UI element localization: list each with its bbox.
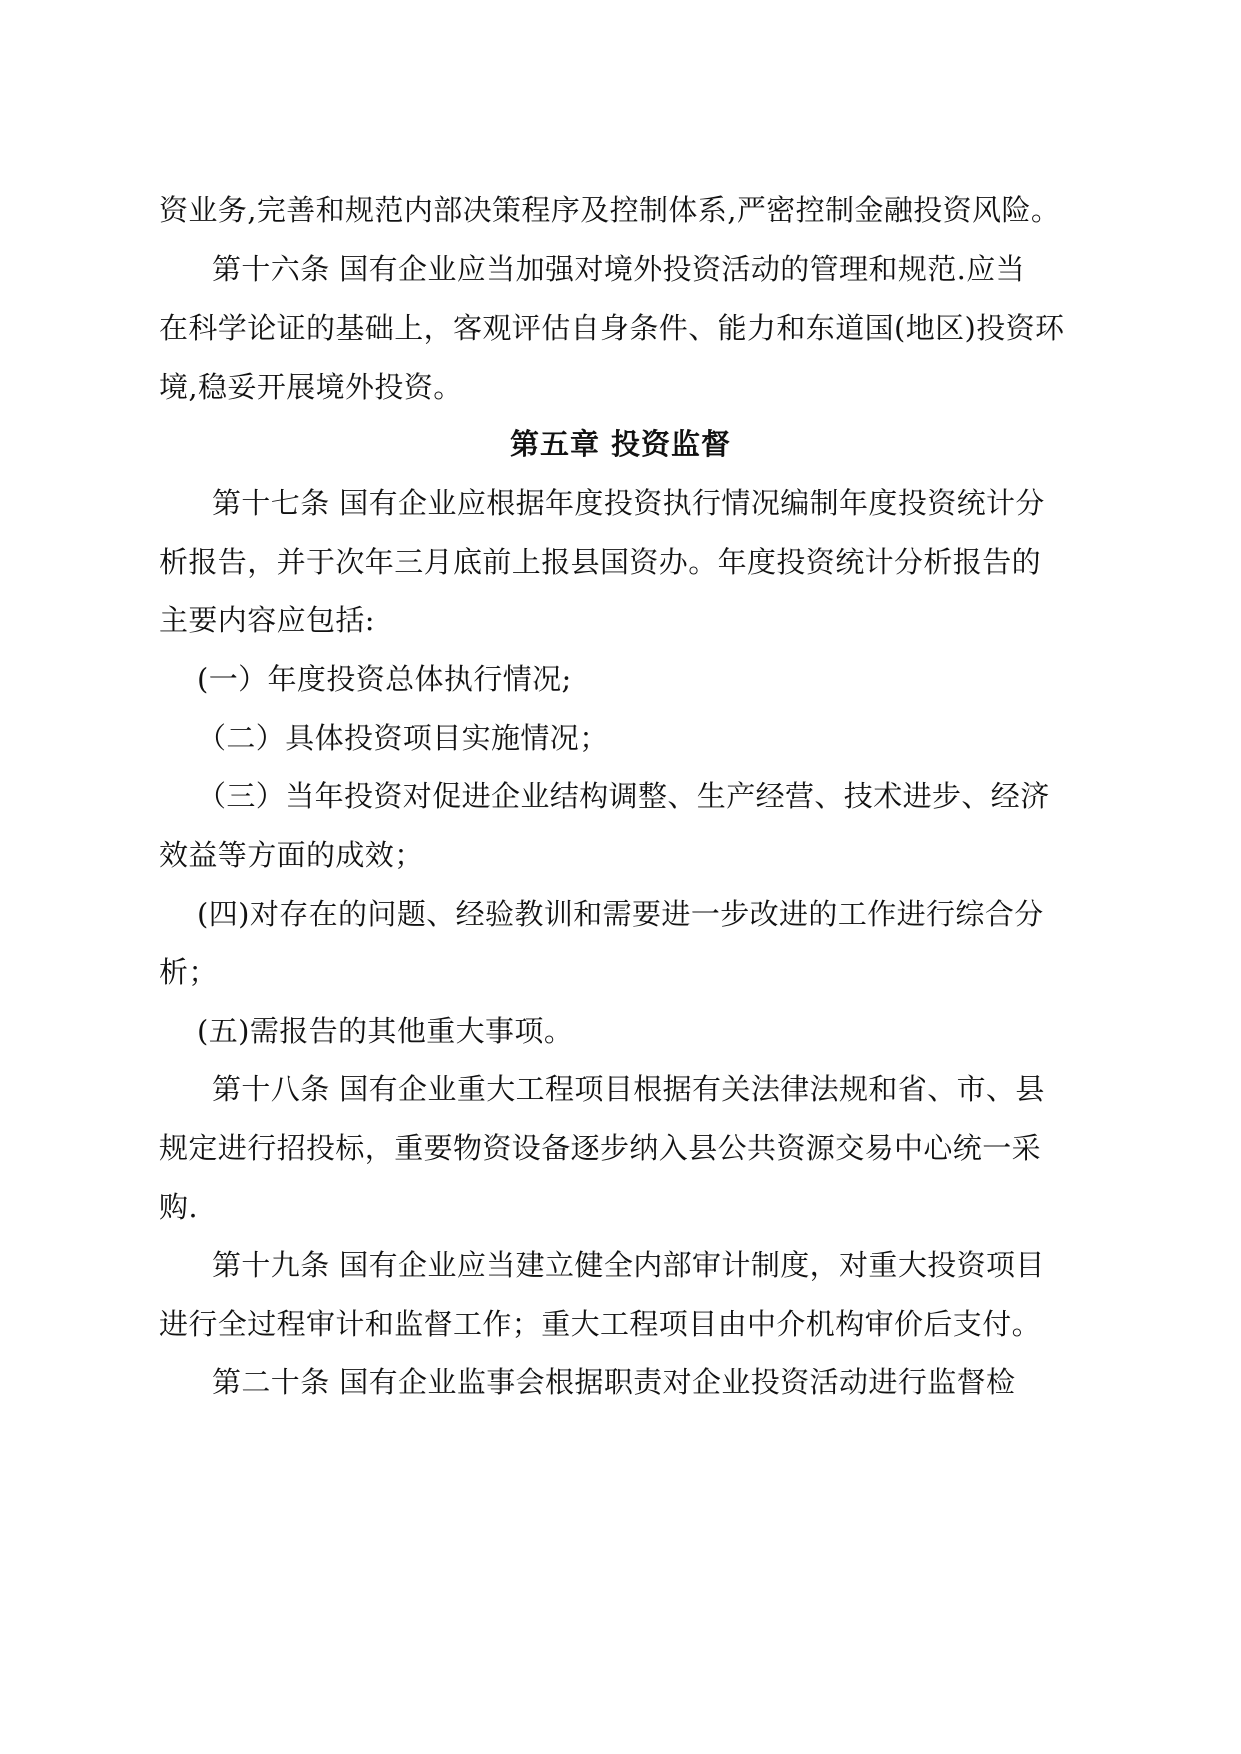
text-line: 境,稳妥开展境外投资。 — [159, 370, 463, 404]
list-item-3: （三）当年投资对促进企业结构调整、生产经营、技术进步、经济 — [197, 779, 1050, 813]
article-20-line: 第二十条 国有企业监事会根据职责对企业投资活动进行监督检 — [212, 1365, 1016, 1399]
text-line: 规定进行招投标，重要物资设备逐步纳入县公共资源交易中心统一采 — [159, 1131, 1042, 1165]
text-line: 析报告，并于次年三月底前上报县国资办。年度投资统计分析报告的 — [159, 545, 1042, 579]
list-item-5: (五)需报告的其他重大事项。 — [197, 1014, 574, 1048]
text-line: 资业务,完善和规范内部决策程序及控制体系,严密控制金融投资风险。 — [159, 193, 1061, 227]
list-item-1: (一）年度投资总体执行情况; — [197, 662, 572, 696]
text-line: 在科学论证的基础上，客观评估自身条件、能力和东道国(地区)投资环 — [159, 311, 1065, 345]
chapter-heading: 第五章 投资监督 — [509, 427, 732, 461]
article-19-line: 第十九条 国有企业应当建立健全内部审计制度，对重大投资项目 — [212, 1248, 1045, 1282]
article-18-line: 第十八条 国有企业重大工程项目根据有关法律法规和省、市、县 — [212, 1072, 1045, 1106]
article-16-line: 第十六条 国有企业应当加强对境外投资活动的管理和规范.应当 — [212, 252, 1026, 286]
text-line: 主要内容应包括: — [159, 603, 375, 637]
text-line: 进行全过程审计和监督工作；重大工程项目由中介机构审价后支付。 — [159, 1307, 1042, 1341]
text-line: 效益等方面的成效； — [159, 838, 424, 872]
text-line: 购. — [159, 1190, 199, 1224]
article-17-line: 第十七条 国有企业应根据年度投资执行情况编制年度投资统计分 — [212, 486, 1045, 520]
text-line: 析； — [159, 955, 218, 989]
list-item-4: (四)对存在的问题、经验教训和需要进一步改进的工作进行综合分 — [197, 897, 1044, 931]
list-item-2: （二）具体投资项目实施情况； — [197, 721, 609, 755]
